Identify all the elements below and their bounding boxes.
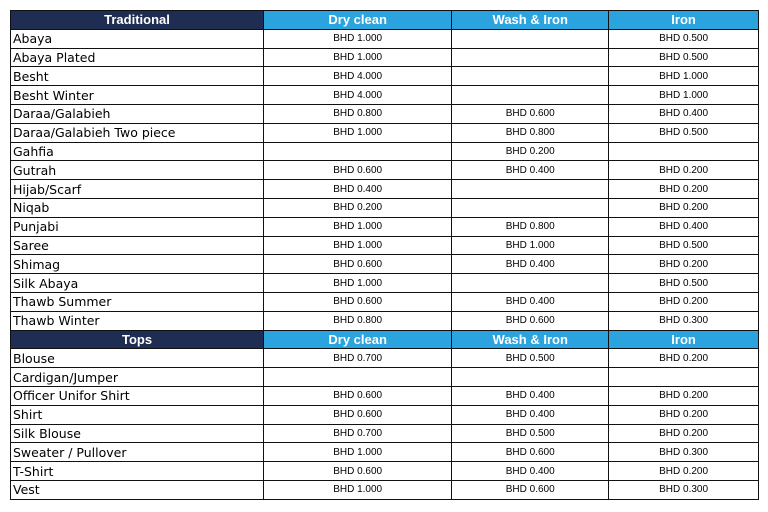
item-name: Gutrah <box>11 161 264 180</box>
item-name: Thawb Summer <box>11 292 264 311</box>
item-name: Besht <box>11 67 264 86</box>
dry-clean-header: Dry clean <box>264 11 452 30</box>
iron-price: BHD 0.500 <box>609 236 759 255</box>
iron-price <box>609 142 759 161</box>
iron-price: BHD 0.200 <box>609 161 759 180</box>
table-row <box>11 462 759 481</box>
table-row <box>11 386 759 405</box>
item-name: T-Shirt <box>11 462 264 481</box>
iron-price: BHD 0.400 <box>609 217 759 236</box>
item-name: Abaya <box>11 29 264 48</box>
table-row <box>11 292 759 311</box>
dry-clean-price: BHD 0.800 <box>264 311 452 330</box>
item-name: Gahfia <box>11 142 264 161</box>
wash-iron-price: BHD 0.400 <box>452 386 609 405</box>
dry-clean-price: BHD 0.800 <box>264 104 452 123</box>
item-name: Saree <box>11 236 264 255</box>
table-row <box>11 405 759 424</box>
iron-price: BHD 0.200 <box>609 180 759 199</box>
dry-clean-price: BHD 0.700 <box>264 349 452 368</box>
wash-iron-price: BHD 0.400 <box>452 462 609 481</box>
iron-price: BHD 0.200 <box>609 292 759 311</box>
wash-iron-price <box>452 67 609 86</box>
item-name: Shirt <box>11 405 264 424</box>
iron-price: BHD 0.300 <box>609 480 759 499</box>
item-name: Hijab/Scarf <box>11 180 264 199</box>
table-row <box>11 311 759 330</box>
dry-clean-price <box>264 368 452 387</box>
wash-iron-price <box>452 274 609 293</box>
iron-price: BHD 0.400 <box>609 104 759 123</box>
wash-iron-price <box>452 48 609 67</box>
dry-clean-price: BHD 0.200 <box>264 198 452 217</box>
wash-iron-price: BHD 0.400 <box>452 292 609 311</box>
item-name: Shimag <box>11 255 264 274</box>
table-row <box>11 424 759 443</box>
item-name: Blouse <box>11 349 264 368</box>
dry-clean-price: BHD 0.600 <box>264 292 452 311</box>
item-name: Niqab <box>11 198 264 217</box>
dry-clean-price: BHD 0.600 <box>264 161 452 180</box>
wash-iron-price <box>452 198 609 217</box>
section-header-row <box>11 330 759 349</box>
table-row <box>11 349 759 368</box>
iron-price: BHD 0.200 <box>609 349 759 368</box>
item-name: Silk Blouse <box>11 424 264 443</box>
dry-clean-price: BHD 1.000 <box>264 443 452 462</box>
table-row <box>11 29 759 48</box>
dry-clean-price: BHD 1.000 <box>264 29 452 48</box>
table-row <box>11 443 759 462</box>
dry-clean-price: BHD 0.600 <box>264 255 452 274</box>
wash-iron-price: BHD 0.500 <box>452 424 609 443</box>
iron-price: BHD 0.200 <box>609 424 759 443</box>
price-table <box>10 10 759 500</box>
iron-price: BHD 0.500 <box>609 29 759 48</box>
wash-iron-price: BHD 0.800 <box>452 123 609 142</box>
iron-price: BHD 0.300 <box>609 443 759 462</box>
dry-clean-price: BHD 0.600 <box>264 386 452 405</box>
category-header: Traditional <box>11 11 264 30</box>
iron-price: BHD 0.200 <box>609 386 759 405</box>
table-row <box>11 48 759 67</box>
wash-iron-price: BHD 0.400 <box>452 405 609 424</box>
table-row <box>11 161 759 180</box>
wash-iron-price <box>452 180 609 199</box>
iron-price: BHD 0.200 <box>609 255 759 274</box>
dry-clean-price: BHD 1.000 <box>264 274 452 293</box>
dry-clean-price <box>264 142 452 161</box>
table-row <box>11 274 759 293</box>
wash-iron-price: BHD 0.200 <box>452 142 609 161</box>
dry-clean-price: BHD 4.000 <box>264 67 452 86</box>
item-name: Besht Winter <box>11 86 264 105</box>
table-row <box>11 236 759 255</box>
iron-header: Iron <box>609 330 759 349</box>
category-header: Tops <box>11 330 264 349</box>
iron-price: BHD 1.000 <box>609 67 759 86</box>
table-row <box>11 86 759 105</box>
dry-clean-header: Dry clean <box>264 330 452 349</box>
iron-price: BHD 0.200 <box>609 462 759 481</box>
wash-iron-price: BHD 0.400 <box>452 255 609 274</box>
wash-iron-header: Wash & Iron <box>452 11 609 30</box>
table-row <box>11 67 759 86</box>
iron-price: BHD 0.200 <box>609 198 759 217</box>
dry-clean-price: BHD 1.000 <box>264 236 452 255</box>
table-row <box>11 104 759 123</box>
wash-iron-price <box>452 86 609 105</box>
price-table-body <box>11 11 759 500</box>
iron-price: BHD 0.500 <box>609 274 759 293</box>
dry-clean-price: BHD 1.000 <box>264 480 452 499</box>
item-name: Daraa/Galabieh <box>11 104 264 123</box>
wash-iron-price: BHD 0.800 <box>452 217 609 236</box>
wash-iron-price <box>452 368 609 387</box>
wash-iron-price <box>452 29 609 48</box>
wash-iron-price: BHD 1.000 <box>452 236 609 255</box>
iron-price: BHD 0.200 <box>609 405 759 424</box>
iron-price: BHD 0.500 <box>609 123 759 142</box>
table-row <box>11 255 759 274</box>
table-row <box>11 198 759 217</box>
dry-clean-price: BHD 1.000 <box>264 123 452 142</box>
iron-price: BHD 1.000 <box>609 86 759 105</box>
wash-iron-header: Wash & Iron <box>452 330 609 349</box>
dry-clean-price: BHD 0.600 <box>264 405 452 424</box>
table-row <box>11 180 759 199</box>
iron-price <box>609 368 759 387</box>
item-name: Vest <box>11 480 264 499</box>
table-row <box>11 123 759 142</box>
dry-clean-price: BHD 0.700 <box>264 424 452 443</box>
item-name: Sweater / Pullover <box>11 443 264 462</box>
wash-iron-price: BHD 0.600 <box>452 311 609 330</box>
item-name: Officer Unifor Shirt <box>11 386 264 405</box>
dry-clean-price: BHD 0.600 <box>264 462 452 481</box>
item-name: Abaya Plated <box>11 48 264 67</box>
item-name: Silk Abaya <box>11 274 264 293</box>
dry-clean-price: BHD 1.000 <box>264 48 452 67</box>
table-row <box>11 480 759 499</box>
dry-clean-price: BHD 0.400 <box>264 180 452 199</box>
wash-iron-price: BHD 0.400 <box>452 161 609 180</box>
table-row <box>11 142 759 161</box>
item-name: Punjabi <box>11 217 264 236</box>
iron-price: BHD 0.500 <box>609 48 759 67</box>
iron-price: BHD 0.300 <box>609 311 759 330</box>
dry-clean-price: BHD 4.000 <box>264 86 452 105</box>
wash-iron-price: BHD 0.500 <box>452 349 609 368</box>
dry-clean-price: BHD 1.000 <box>264 217 452 236</box>
wash-iron-price: BHD 0.600 <box>452 480 609 499</box>
wash-iron-price: BHD 0.600 <box>452 443 609 462</box>
table-row <box>11 217 759 236</box>
item-name: Daraa/Galabieh Two piece <box>11 123 264 142</box>
item-name: Thawb Winter <box>11 311 264 330</box>
table-row <box>11 368 759 387</box>
wash-iron-price: BHD 0.600 <box>452 104 609 123</box>
item-name: Cardigan/Jumper <box>11 368 264 387</box>
section-header-row <box>11 11 759 30</box>
iron-header: Iron <box>609 11 759 30</box>
